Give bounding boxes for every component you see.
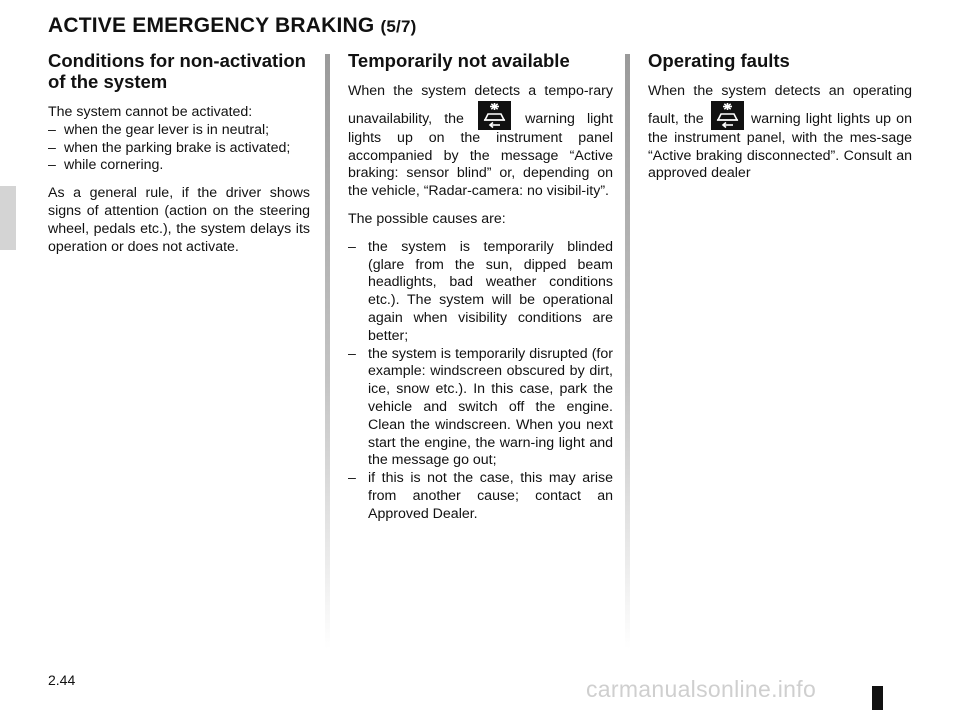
faults-text-before: When the system detects an operating fault, the — [648, 83, 912, 127]
causes-list — [348, 239, 613, 524]
page-title-text: ACTIVE EMERGENCY BRAKING — [48, 14, 375, 37]
faults-column — [648, 50, 912, 193]
page-title-part: (5/7) — [380, 17, 417, 36]
list-item: – if this is not the case, this may arise from another cause; contact an Approved Dealer. — [348, 470, 613, 523]
page-title — [48, 14, 416, 38]
unavailable-text-after: warning light lights up on the instrument panel accompanied by the message “Active braking: sensor blind” or, depending on the vehicle, “Radar-camera: no visibil-ity”. — [348, 110, 613, 200]
active-braking-warning-icon — [478, 101, 511, 130]
page-number: 2.44 — [48, 672, 76, 688]
unavailable-heading: Temporarily not available — [348, 50, 570, 71]
list-item: – the system is temporarily disrupted (for example: windscreen obscured by dirt, ice, snow etc.). In this case, park the vehicle and switch off the engine. Clean the windscreen. When you next start the engine, the warn-ing light and the message go out; — [348, 346, 613, 471]
column-divider — [325, 54, 330, 649]
conditions-list — [48, 122, 310, 175]
list-item: – when the gear lever is in neutral; — [48, 122, 310, 140]
unavailable-paragraph — [348, 83, 613, 201]
conditions-paragraph: As a general rule, if the driver shows signs of attention (action on the steering wheel, pedals etc.), the system delays its operation or does not activate. — [48, 185, 310, 255]
conditions-intro: The system cannot be activated: — [48, 104, 253, 120]
conditions-heading: Conditions for non-activation of the system — [48, 50, 306, 92]
active-braking-warning-icon — [711, 101, 744, 130]
list-item: – the system is temporarily blinded (glare from the sun, dipped beam headlights, bad weather conditions etc.). The system will be operational again when visibility conditions are better; — [348, 239, 613, 346]
list-item: – while cornering. — [48, 157, 310, 175]
unavailable-column — [348, 50, 613, 524]
faults-heading: Operating faults — [648, 50, 790, 71]
faults-text-after: warning light lights up on the instrument panel, with the mes-sage “Active braking disconnected”. Consult an approved dealer — [648, 110, 912, 182]
conditions-column — [48, 50, 310, 266]
column-divider — [625, 54, 630, 649]
causes-intro: The possible causes are: — [348, 210, 506, 227]
unavailable-text-before: When the system detects a tempo-rary unavailability, the — [348, 83, 613, 127]
faults-paragraph — [648, 83, 912, 183]
chapter-tab — [0, 186, 16, 250]
corner-mark — [872, 686, 883, 710]
list-item: – when the parking brake is activated; — [48, 140, 310, 158]
watermark: carmanualsonline.info — [586, 676, 817, 702]
